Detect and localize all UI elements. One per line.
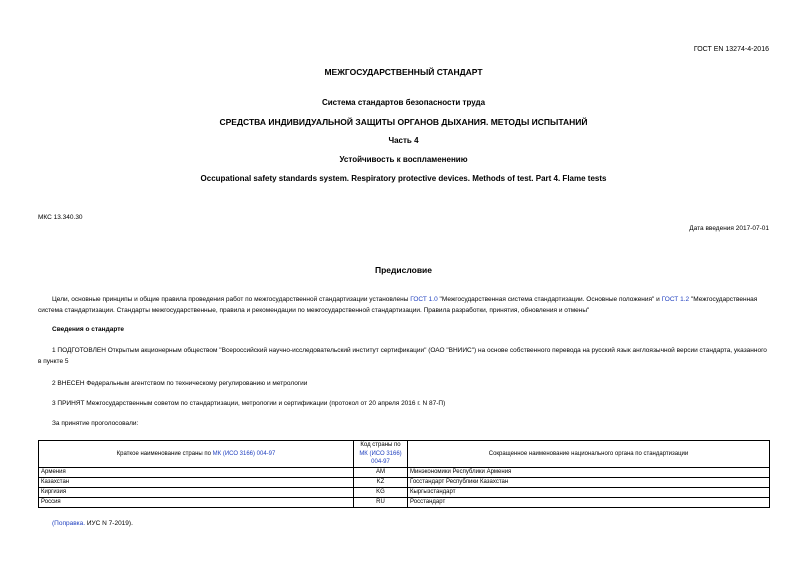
intro-text-c: "Межгосударственная система стандартизации. Стандарты межгосударственные, правила и рекомендации по межгосударственной стандартизации. Правила разработки, принятия, обновления и отмены" xyxy=(38,296,758,314)
foreword-heading: Предисловие xyxy=(374,265,433,275)
country-cell: Армения xyxy=(39,467,354,477)
mk-iso-link[interactable]: МК (ИСО 3166) 004-97 xyxy=(359,450,402,465)
body-cell: Росстандарт xyxy=(408,497,770,507)
column-header-country-text: Краткое наименование страны по xyxy=(116,450,213,457)
standard-system-heading: Система стандартов безопасности труда xyxy=(321,98,486,107)
body-cell: Минэкономики Республики Армения xyxy=(408,467,770,477)
correction-text: ИУС N 7-2019). xyxy=(85,520,133,527)
mks-code: МКС 13.340.30 xyxy=(38,214,83,221)
column-header-body: Сокращенное наименование национального органа по стандартизации xyxy=(408,441,770,468)
item-prepared: 1 ПОДГОТОВЛЕН Открытым акционерным обществом "Всероссийский научно-исследовательский институт сертификации" (ОАО "ВНИИС") на основе собственного перевода на русский язык англоязычной версии стандарта, указанного в пункте 5 xyxy=(38,347,767,365)
column-header-code-text: Код страны по xyxy=(360,442,401,448)
table-row xyxy=(39,467,770,477)
code-cell: AM xyxy=(354,467,408,477)
country-cell: Россия xyxy=(39,497,354,507)
part-number: Часть 4 xyxy=(388,136,419,145)
english-title: Occupational safety standards system. Respiratory protective devices. Methods of test. Part 4. Flame tests xyxy=(200,174,607,183)
country-cell: Киргизия xyxy=(39,487,354,497)
gost-1-2-link[interactable]: ГОСТ 1.2 xyxy=(661,296,690,303)
code-cell: KZ xyxy=(354,477,408,487)
table-row xyxy=(39,497,770,507)
table-header-row xyxy=(39,441,770,468)
gost-1-0-link[interactable]: ГОСТ 1.0 xyxy=(410,296,438,303)
table-row xyxy=(39,477,770,487)
correction-link[interactable]: (Поправка. xyxy=(52,520,86,527)
standard-info-heading: Сведения о стандарте xyxy=(52,326,125,333)
country-cell: Казахстан xyxy=(39,477,354,487)
foreword-intro-paragraph xyxy=(38,294,770,316)
code-cell: RU xyxy=(354,497,408,507)
item-voted: За принятие проголосовали: xyxy=(52,420,139,427)
correction-note xyxy=(52,518,133,529)
intro-text-a: Цели, основные принципы и общие правила проведения работ по межгосударственной стандартизации установлены xyxy=(52,296,411,303)
body-cell: Госстандарт Республики Казахстан xyxy=(408,477,770,487)
document-code: ГОСТ EN 13274-4-2016 xyxy=(693,46,769,53)
table-row xyxy=(39,487,770,497)
introduction-date: Дата введения 2017-07-01 xyxy=(689,225,769,232)
column-header-code xyxy=(354,441,408,468)
intro-text-b: "Межгосударственная система стандартизации. Основные положения" и xyxy=(437,296,662,303)
document-title: СРЕДСТВА ИНДИВИДУАЛЬНОЙ ЗАЩИТЫ ОРГАНОВ ДЫХАНИЯ. МЕТОДЫ ИСПЫТАНИЙ xyxy=(219,117,588,127)
item-submitted: 2 ВНЕСЕН Федеральным агентством по техническому регулированию и метрологии xyxy=(52,380,308,387)
column-header-country xyxy=(39,441,354,468)
code-cell: KG xyxy=(354,487,408,497)
voting-countries-table xyxy=(38,440,770,508)
document-subtitle: Устойчивость к воспламенению xyxy=(339,155,468,164)
mk-iso-link[interactable]: МК (ИСО 3166) 004-97 xyxy=(212,450,276,457)
body-cell: Кыргызстандарт xyxy=(408,487,770,497)
item-adopted: 3 ПРИНЯТ Межгосударственным советом по стандартизации, метрологии и сертификации (протокол от 20 апреля 2016 г. N 87-П) xyxy=(52,400,446,407)
standard-type-heading: МЕЖГОСУДАРСТВЕННЫЙ СТАНДАРТ xyxy=(324,67,483,77)
